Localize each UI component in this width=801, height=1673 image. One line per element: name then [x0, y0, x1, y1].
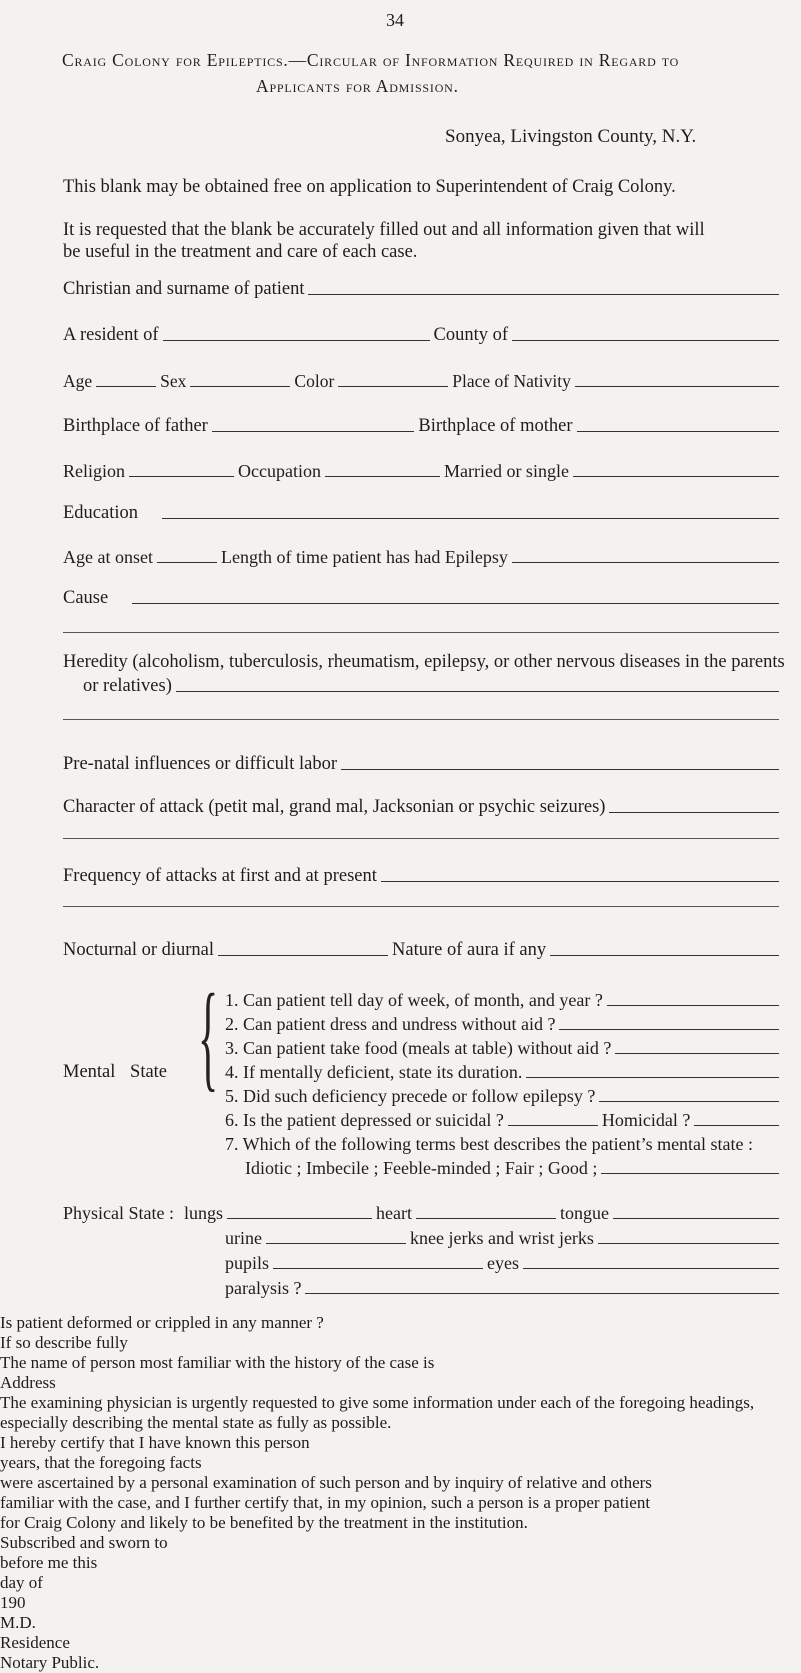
certification-1a: I hereby certify that I have known this person: [0, 1433, 310, 1452]
form-title-continued: Applicants for Admission.: [256, 76, 459, 96]
pupils-field[interactable]: [273, 1268, 483, 1269]
married-single-field[interactable]: [573, 476, 779, 477]
heredity-label-2: or relatives): [83, 676, 172, 696]
age-field[interactable]: [96, 386, 156, 387]
patient-name-label: Christian and surname of patient: [63, 279, 305, 299]
residence-label: Residence: [0, 1633, 70, 1652]
homicidal-field[interactable]: [694, 1125, 779, 1126]
education-field[interactable]: [162, 518, 779, 519]
birthplace-father-label: Birthplace of father: [63, 416, 208, 436]
eyes-label: eyes: [487, 1253, 519, 1273]
describe-label: If so describe fully: [0, 1333, 128, 1352]
frequency-row: [63, 866, 783, 887]
religion-row: [63, 461, 783, 482]
nocturnal-field[interactable]: [218, 955, 388, 956]
physical-state-label: Physical State :: [63, 1203, 174, 1223]
subscribed-label: Subscribed and sworn to: [0, 1533, 168, 1552]
homicidal-label: Homicidal ?: [601, 1110, 691, 1130]
education-label: Education: [63, 503, 139, 523]
patient-name-field[interactable]: [308, 294, 779, 295]
mental-terms: Idiotic ; Imbecile ; Feeble-minded ; Fair ; Good ;: [245, 1158, 598, 1178]
mental-terms-field[interactable]: [601, 1173, 779, 1174]
eyes-field[interactable]: [523, 1268, 779, 1269]
md-label: M.D.: [0, 1613, 36, 1632]
suicidal-field[interactable]: [508, 1125, 598, 1126]
pupils-row: [225, 1253, 783, 1274]
mental-item-2: [225, 1014, 783, 1035]
mental-item-6-label: 6. Is the patient depressed or suicidal ?: [225, 1110, 504, 1130]
lungs-field[interactable]: [227, 1218, 372, 1219]
mental-item-4-label: 4. If mentally deficient, state its duration.: [225, 1062, 523, 1082]
heredity-row-2: [83, 676, 783, 697]
birthplace-mother-field[interactable]: [577, 431, 780, 432]
resident-of-label: A resident of: [63, 325, 159, 345]
mental-item-5: [225, 1086, 783, 1107]
year-label: 190: [0, 1593, 26, 1612]
certification-2: were ascertained by a personal examination of such person and by inquiry of relative and others: [0, 1473, 652, 1492]
mental-item-1-field[interactable]: [607, 1005, 779, 1006]
intro-request-2: be useful in the treatment and care of each case.: [63, 242, 418, 262]
tongue-label: tongue: [560, 1203, 609, 1223]
certification-3: familiar with the case, and I further certify that, in my opinion, such a person is a proper patient: [0, 1493, 651, 1512]
offpage-content: [0, 1313, 801, 1673]
nativity-field[interactable]: [575, 386, 779, 387]
reflexes-label: knee jerks and wrist jerks: [409, 1228, 594, 1248]
occupation-label: Occupation: [238, 461, 321, 481]
character-extra-line[interactable]: [63, 838, 779, 839]
urine-row: [225, 1228, 783, 1249]
age-label: Age: [63, 371, 93, 391]
mental-item-4-field[interactable]: [526, 1077, 779, 1078]
heredity-field[interactable]: [176, 691, 779, 692]
resident-of-field[interactable]: [163, 340, 430, 341]
nocturnal-row: [63, 940, 783, 961]
location-line: Sonyea, Livingston County, N.Y.: [445, 126, 697, 147]
color-label: Color: [294, 371, 335, 391]
birthplace-row: [63, 416, 783, 437]
onset-row: [63, 547, 783, 568]
religion-field[interactable]: [129, 476, 234, 477]
mental-terms-row: [245, 1158, 783, 1179]
brace-icon: {: [198, 969, 219, 1102]
county-of-field[interactable]: [512, 340, 779, 341]
certification-4: for Craig Colony and likely to be benefited by the treatment in the institution.: [0, 1513, 528, 1532]
prenatal-row: [63, 754, 783, 775]
certification-1b: years, that the foregoing facts: [0, 1453, 202, 1472]
frequency-field[interactable]: [381, 881, 779, 882]
aura-field[interactable]: [550, 955, 779, 956]
sex-field[interactable]: [190, 386, 290, 387]
prenatal-label: Pre-natal influences or difficult labor: [63, 754, 337, 774]
epilepsy-length-field[interactable]: [512, 562, 779, 563]
frequency-extra-line[interactable]: [63, 906, 779, 907]
before-me-label: before me this: [0, 1553, 98, 1572]
prenatal-field[interactable]: [341, 769, 779, 770]
intro-request-1: It is requested that the blank be accurately filled out and all information given that will: [63, 220, 705, 240]
epilepsy-length-label: Length of time patient has had Epilepsy: [220, 547, 508, 567]
character-label: Character of attack (petit mal, grand mal, Jacksonian or psychic seizures): [63, 797, 606, 817]
occupation-field[interactable]: [325, 476, 440, 477]
intro-free: This blank may be obtained free on application to Superintendent of Craig Colony.: [63, 177, 676, 197]
age-at-onset-label: Age at onset: [63, 547, 153, 567]
birthplace-mother-label: Birthplace of mother: [418, 416, 573, 436]
religion-label: Religion: [63, 461, 125, 481]
county-of-label: County of: [433, 325, 509, 345]
mental-item-5-label: 5. Did such deficiency precede or follow epilepsy ?: [225, 1086, 596, 1106]
day-of-label: day of: [0, 1573, 43, 1592]
paralysis-row: [225, 1278, 783, 1299]
lungs-label: lungs: [184, 1203, 224, 1223]
heredity-label-1: Heredity (alcoholism, tuberculosis, rheumatism, epilepsy, or other nervous diseases in the parents: [63, 652, 785, 672]
mental-item-1: [225, 990, 783, 1011]
mental-item-1-label: 1. Can patient tell day of week, of month, and year ?: [225, 990, 603, 1010]
mental-item-3-field[interactable]: [615, 1053, 779, 1054]
heart-field[interactable]: [416, 1218, 556, 1219]
married-single-label: Married or single: [443, 461, 569, 481]
cause-extra-line[interactable]: [63, 632, 779, 633]
reflexes-field[interactable]: [598, 1243, 779, 1244]
mental-item-2-field[interactable]: [559, 1029, 779, 1030]
physical-state-row: [63, 1203, 783, 1224]
deformed-label: Is patient deformed or crippled in any manner ?: [0, 1313, 324, 1332]
character-field[interactable]: [609, 812, 779, 813]
birthplace-father-field[interactable]: [212, 431, 415, 432]
pupils-label: pupils: [225, 1253, 270, 1273]
address-label: Address: [0, 1373, 56, 1392]
page-number: 34: [386, 10, 404, 30]
mental-item-3-label: 3. Can patient take food (meals at table) without aid ?: [225, 1038, 612, 1058]
notary-label: Notary Public.: [0, 1653, 100, 1672]
character-row: [63, 797, 783, 818]
nativity-label: Place of Nativity: [452, 371, 571, 391]
mental-item-4: [225, 1062, 783, 1083]
tongue-field[interactable]: [613, 1218, 779, 1219]
mental-item-5-field[interactable]: [599, 1101, 779, 1102]
age-row: [63, 371, 783, 392]
heart-label: heart: [376, 1203, 412, 1223]
cause-label: Cause: [63, 588, 109, 608]
familiar-person-label: The name of person most familiar with the history of the case is: [0, 1353, 435, 1372]
aura-label: Nature of aura if any: [392, 940, 547, 960]
heredity-extra-line[interactable]: [63, 719, 779, 720]
mental-item-6: [225, 1110, 783, 1131]
form-title: Craig Colony for Epileptics.—Circular of Information Required in Regard to: [62, 50, 680, 70]
age-at-onset-field[interactable]: [157, 562, 217, 563]
paralysis-label: paralysis ?: [225, 1278, 302, 1298]
urine-label: urine: [225, 1228, 262, 1248]
paralysis-field[interactable]: [305, 1293, 779, 1294]
residence-row: [63, 325, 783, 346]
frequency-label: Frequency of attacks at first and at present: [63, 866, 377, 886]
patient-name-row: [63, 279, 783, 300]
cause-row: [63, 588, 783, 609]
education-row: [63, 503, 783, 524]
color-field[interactable]: [338, 386, 448, 387]
nocturnal-label: Nocturnal or diurnal: [63, 940, 215, 960]
urine-field[interactable]: [266, 1243, 406, 1244]
mental-item-3: [225, 1038, 783, 1059]
cause-field[interactable]: [132, 603, 779, 604]
mental-state-label: Mental State: [63, 1062, 168, 1082]
sex-label: Sex: [160, 371, 187, 391]
mental-item-7-label: 7. Which of the following terms best describes the patient’s mental state :: [225, 1134, 754, 1154]
mental-item-2-label: 2. Can patient dress and undress without aid ?: [225, 1014, 556, 1034]
physician-note: The examining physician is urgently requested to give some information under each of the foregoing headings, especially describing the mental state as fully as possible.: [0, 1393, 755, 1432]
